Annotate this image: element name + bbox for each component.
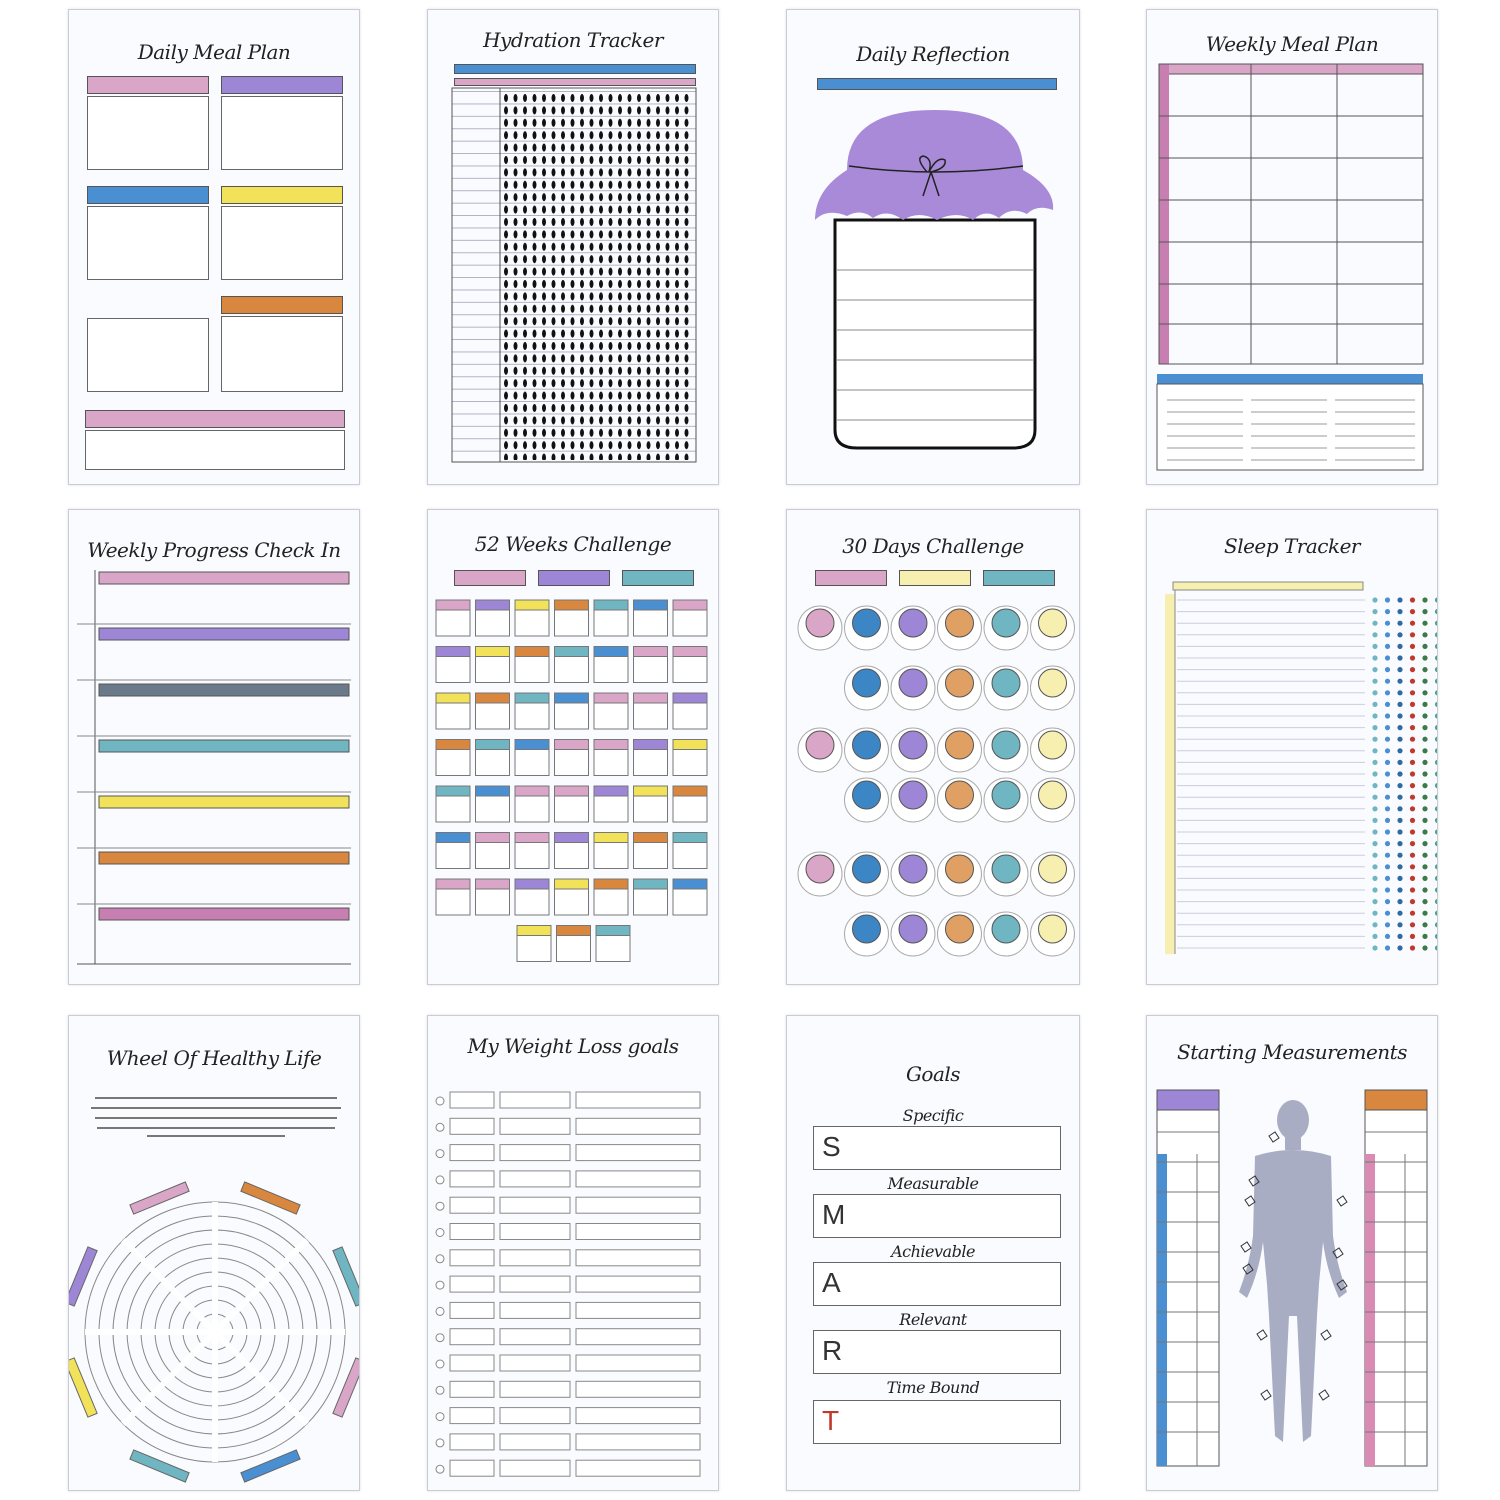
- goal-box-r: [813, 1330, 1061, 1374]
- page-sleep-tracker: [1146, 509, 1438, 985]
- page-title: Weekly Progress Check In: [87, 538, 341, 562]
- goals-rows: [428, 1016, 719, 1491]
- goal-letter: T: [822, 1405, 840, 1436]
- page-daily-meal-plan: [68, 9, 360, 485]
- goal-box-s: [813, 1126, 1061, 1170]
- page-30-days-challenge: [786, 509, 1080, 985]
- page-weekly-meal-plan: [1146, 9, 1438, 485]
- section-box: [221, 206, 343, 280]
- page-weekly-progress-check-in: [68, 509, 360, 985]
- goal-word-specific: Specific: [902, 1106, 964, 1125]
- section-header: [85, 410, 345, 428]
- page-52-weeks-challenge: [427, 509, 719, 985]
- page-daily-reflection: [786, 9, 1080, 485]
- section-header: [221, 296, 343, 314]
- goal-letter: A: [822, 1267, 841, 1298]
- notes-box: [85, 430, 345, 470]
- weekly-meal-grid: [1147, 10, 1438, 485]
- goal-box-t: [813, 1400, 1061, 1444]
- goal-word-time-bound: Time Bound: [886, 1378, 980, 1397]
- section-header: [87, 76, 209, 94]
- goal-word-achievable: Achievable: [891, 1242, 975, 1261]
- section-box: [87, 96, 209, 170]
- page-starting-measurements: [1146, 1015, 1438, 1491]
- section-box: [221, 316, 343, 392]
- page-title: Starting Measurements: [1177, 1040, 1407, 1064]
- progress-weeks: [69, 510, 360, 985]
- goal-box-a: [813, 1262, 1061, 1306]
- section-box: [87, 206, 209, 280]
- days-circles: [787, 510, 1080, 985]
- page-wheel-of-healthy-life: [68, 1015, 360, 1491]
- page-title: Daily Meal Plan: [137, 40, 291, 64]
- page-title: 30 Days Challenge: [842, 534, 1024, 558]
- section-header: [221, 76, 343, 94]
- section-box: [221, 96, 343, 170]
- hydration-grid: [428, 10, 719, 485]
- section-box: [87, 318, 209, 392]
- page-weight-loss-goals: [427, 1015, 719, 1491]
- body-figure: [1147, 1016, 1438, 1491]
- goal-word-relevant: Relevant: [899, 1310, 967, 1329]
- reflection-jar: [787, 10, 1080, 485]
- page-title: 52 Weeks Challenge: [474, 532, 672, 556]
- sleep-grid: [1147, 510, 1438, 985]
- page-title: Weekly Meal Plan: [1205, 32, 1379, 56]
- page-title: Daily Reflection: [856, 42, 1010, 66]
- goal-letter: R: [822, 1335, 843, 1366]
- page-title: Sleep Tracker: [1224, 534, 1360, 558]
- life-wheel: [69, 1016, 360, 1491]
- goal-letter: S: [822, 1131, 841, 1162]
- goal-letter: M: [822, 1199, 846, 1230]
- weeks-grid: [428, 510, 719, 985]
- page-title: Hydration Tracker: [483, 28, 663, 52]
- page-hydration-tracker: [427, 9, 719, 485]
- page-title: Goals: [905, 1062, 961, 1086]
- page-title: Wheel Of Healthy Life: [106, 1046, 322, 1070]
- page-smart-goals: [786, 1015, 1080, 1491]
- goal-box-m: [813, 1194, 1061, 1238]
- section-header: [87, 186, 209, 204]
- goal-word-measurable: Measurable: [887, 1174, 979, 1193]
- section-header: [221, 186, 343, 204]
- page-title: My Weight Loss goals: [467, 1034, 679, 1058]
